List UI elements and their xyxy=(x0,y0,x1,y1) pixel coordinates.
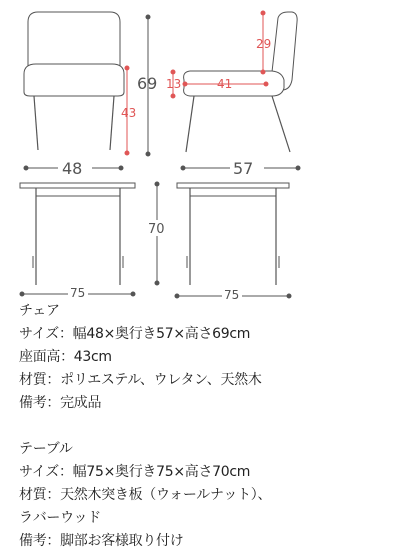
table-front-view xyxy=(20,183,135,285)
table-width-label: 75 xyxy=(70,286,86,300)
table-size: サイズ：幅75×奥行き75×高さ70cm xyxy=(19,464,251,480)
table-material-cont: ラバーウッド xyxy=(19,510,101,526)
chair-height-label: 69 xyxy=(137,74,158,93)
chair-seat-depth-label: 41 xyxy=(217,77,233,91)
chair-seat-height: 座面高：43cm xyxy=(19,349,112,365)
chair-front-view xyxy=(24,12,124,150)
chair-title: チェア xyxy=(19,303,60,319)
table-depth-label: 75 xyxy=(224,288,240,300)
chair-side-view xyxy=(184,12,298,152)
table-height-label: 70 xyxy=(148,222,165,237)
table-material: 材質：天然木突き板（ウォールナット）、 xyxy=(19,487,272,503)
chair-seat-thickness-label: 13 xyxy=(166,77,182,91)
table-title: テーブル xyxy=(19,441,73,457)
spec-text xyxy=(19,300,414,553)
table-side-view xyxy=(177,183,289,285)
chair-back-height-label: 29 xyxy=(256,37,272,51)
chair-size: サイズ：幅48×奥行き57×高さ69cm xyxy=(19,326,251,342)
chair-material: 材質：ポリエステル、ウレタン、天然木 xyxy=(19,372,262,388)
chair-seat-height-label: 43 xyxy=(121,106,137,120)
table-note: 備考：脚部お客様取り付け xyxy=(19,533,184,549)
chair-note: 備考：完成品 xyxy=(19,395,102,411)
chair-depth-label: 57 xyxy=(233,159,254,178)
spacer xyxy=(19,415,414,438)
chair-width-label: 48 xyxy=(62,159,83,178)
